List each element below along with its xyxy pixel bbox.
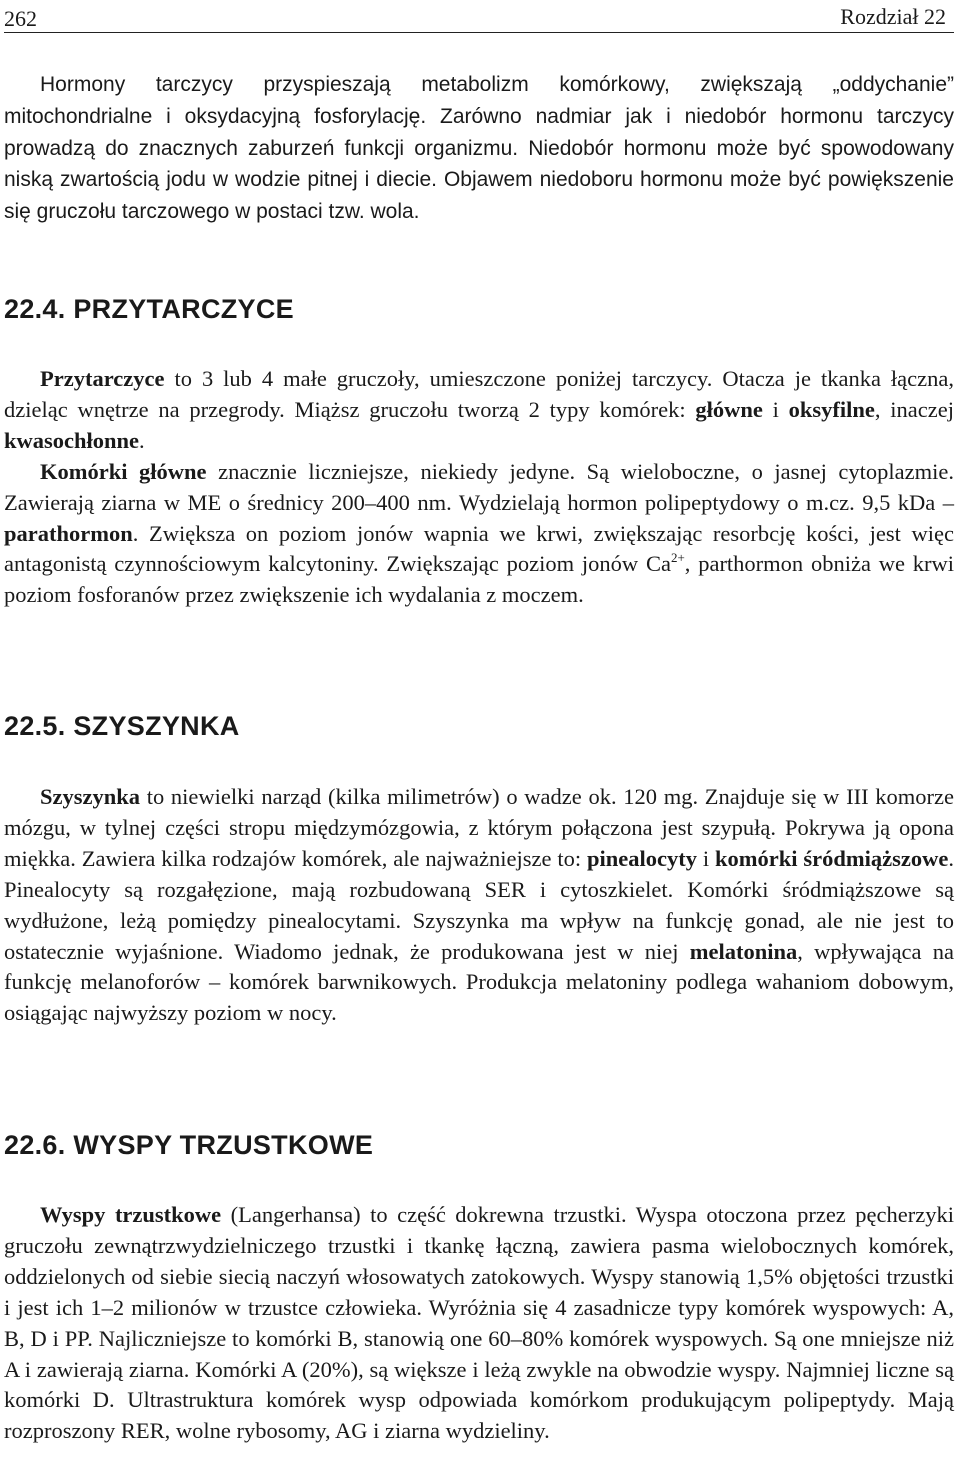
section-22-4-body (4, 364, 954, 611)
term-wyspy-trzustkowe: Wyspy trzustkowe (40, 1202, 222, 1227)
term-pinealocyty: pinealocyty (587, 845, 698, 871)
term-komorki-glowne: Komórki główne (40, 458, 207, 484)
term-parathormon: parathormon (4, 520, 133, 546)
paragraph-przytarczyce: Przytarczyce to 3 lub 4 małe gruczoły, umieszczone poniżej tarczycy. Otacza je tkanka łączna, dzieląc wnętrze na przegrody. Miąższ gruczołu tworzą 2 typy komórek: główne i oksyfilne, inaczej kwasochłonne. (4, 366, 954, 453)
section-22-6-body (4, 1200, 954, 1447)
term-oksyfilne: oksyfilne (788, 396, 875, 422)
term-komorki-srodmiazszowe: komórki śródmiąższowe (715, 845, 949, 871)
term-melatonina: melatonina (689, 938, 798, 964)
page-number: 262 (4, 6, 37, 31)
superscript-charge: 2+ (670, 550, 685, 566)
paragraph-komorki-glowne: Komórki główne znacznie liczniejsze, niekiedy jedyne. Są wieloboczne, o jasnej cytoplazmie. Zawierają ziarna w ME o średnicy 200–400 nm. Wydzielają hormon polipeptydowy o m.cz. 9,5 kDa – parathormon. Zwiększa on poziom jonów wapnia we krwi, zwiększając resorbcję kości, jest więc antagonistą czynnościowym kalcytoniny. Zwiększając poziom jonów $Ca^{2+}$, parthormon obniża we krwi poziom fosforanów przez zwiększenie ich wydalania z moczem. (4, 458, 954, 608)
chapter-title: Rozdział 22 (840, 4, 946, 29)
term-szyszynka: Szyszynka (40, 784, 141, 809)
paragraph-wyspy-trzustkowe: Wyspy trzustkowe (Langerhansa) to część dokrewna trzustki. Wyspa otoczona przez pęcherzyki gruczołu zewnątrzwydzielniczego trzustki i tkankę łączną, zawiera pasma wielobocznych komórek, oddzielonych od siebie siecią naczyń włosowatych zatokowych. Wyspy stanowią 1,5% objętości trzustki i jest ich 1–2 milionów w trzustce człowieka. Wyróżnia się 4 zasadnicze typy komórek wyspowych: A, B, D i PP. Najliczniejsze to komórki B, stanowią one 60–80% komórek wyspowych. Są one mniejsze niż A i zawierają ziarna. Komórki A (20%), są większe i leżą zwykle na obwodzie wyspy. Najmniej liczne są komórki D. Ultrastruktura komórek wysp odpowiada komórkom produkującym polipeptydy. Mają rozproszony RER, wolne rybosomy, AG i ziarna wydzieliny. (4, 1202, 954, 1444)
section-heading-22-5: 22.5. SZYSZYNKA (4, 711, 240, 741)
term-przytarczyce: Przytarczyce (40, 366, 165, 391)
section-heading-22-4: 22.4. PRZYTARCZYCE (4, 294, 294, 324)
section-heading-22-6: 22.6. WYSPY TRZUSTKOWE (4, 1130, 374, 1160)
paragraph-szyszynka: Szyszynka to niewielki narząd (kilka milimetrów) o wadze ok. 120 mg. Znajduje się w III komorze mózgu, w tylnej części stropu międzymózgowia, z którym połączona jest szypułą. Pokrywa ją opona miękka. Zawiera kilka rodzajów komórek, ale najważniejsze to: pinealocyty i komórki śródmiąższowe. Pinealocyty są rozgałęzione, mają rozbudowaną SER i cytoszkielet. Komórki śródmiąższowe są wydłużone, leżą pomiędzy pinealocytami. Szyszynka ma wpływ na funkcję gonad, ale nie jest to ostatecznie wyjaśnione. Wiadomo jednak, że produkowana jest w niej melatonina, wpływająca na funkcję melanoforów – komórek barwnikowych. Produkcja melatoniny podlega wahaniom dobowym, osiągając najwyższy poziom w nocy. (4, 784, 954, 1026)
term-kwasochlonne: kwasochłonne (4, 427, 140, 453)
term-glowne: główne (695, 396, 763, 422)
running-header (4, 0, 954, 33)
section-22-5-body (4, 782, 954, 1029)
intro-paragraph: Hormony tarczycy przyspieszają metabolizm komórkowy, zwiększają „oddychanie” mitochondrialne i oksydacyjną fosforylację. Zarówno nadmiar jak i niedobór hormonu tarczycy prowadzą do znacznych zaburzeń funkcji organizmu. Niedobór hormonu może być spowodowany niską zwartością jodu w wodzie pitnej i diecie. Objawem niedoboru hormonu może być powiększenie się gruczołu tarczowego w postaci tzw. wola. (4, 73, 954, 224)
intro-block (4, 69, 954, 228)
